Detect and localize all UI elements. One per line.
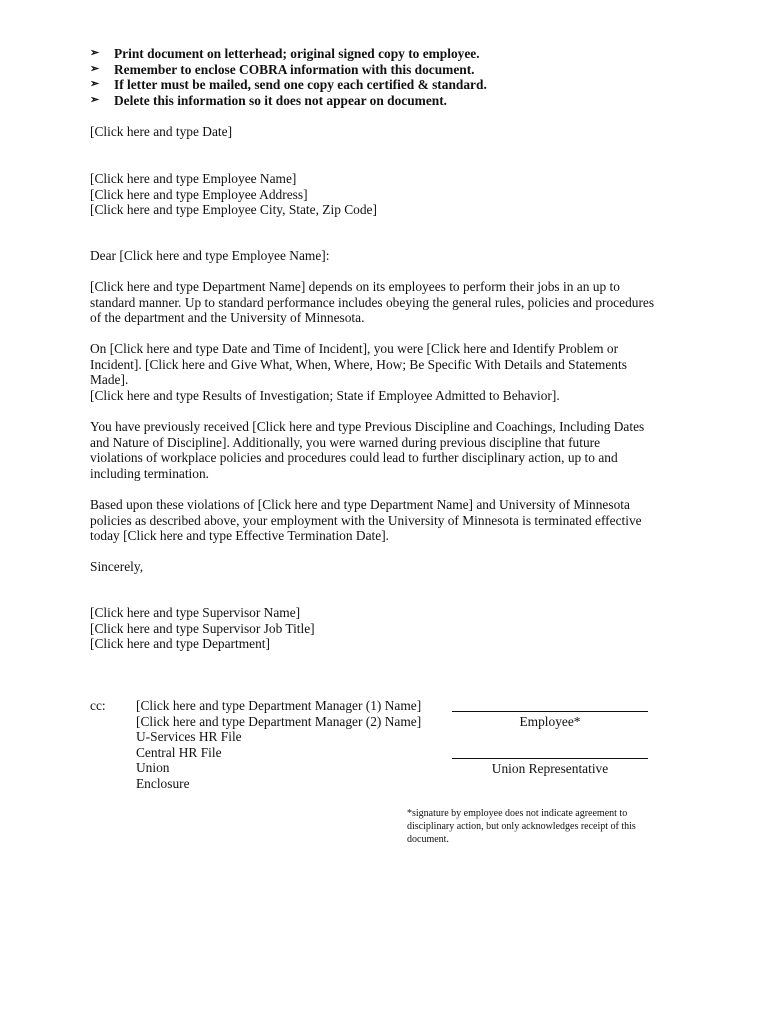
instruction-list xyxy=(90,46,710,108)
paragraph-line[interactable]: [Click here and type Department Name] depends on its employees to perform their jobs in an up to xyxy=(90,279,620,294)
signature-footnote xyxy=(407,807,687,846)
instruction-text: Delete this information so it does not appear on document. xyxy=(114,92,448,108)
footnote-line: disciplinary action, but only acknowledges receipt of this xyxy=(407,821,636,832)
arrow-bullet-icon: ➢ xyxy=(90,47,100,59)
employee-name-field[interactable]: [Click here and type Employee Name] xyxy=(90,171,297,186)
paragraph-line: Made]. xyxy=(90,372,129,387)
paragraph-line: including termination. xyxy=(90,465,210,481)
cc-item: Enclosure xyxy=(136,775,190,791)
closing-text: Sincerely, xyxy=(90,559,144,574)
paragraph-line: violations of workplace policies and procedures could lead to further disciplinary action, up to and xyxy=(90,450,618,465)
cc-item: U-Services HR File xyxy=(136,729,242,744)
body-paragraph-4 xyxy=(90,497,690,544)
instruction-item xyxy=(90,77,710,93)
signer-block xyxy=(90,605,690,652)
instruction-item xyxy=(90,46,710,62)
salutation-text[interactable]: Dear [Click here and type Employee Name]: xyxy=(90,248,330,263)
instruction-text: If letter must be mailed, send one copy each certified & standard. xyxy=(114,77,487,92)
body-paragraph-3 xyxy=(90,419,690,481)
footnote-line: document. xyxy=(407,834,449,845)
date-field[interactable] xyxy=(90,124,690,140)
body-paragraph-2 xyxy=(90,341,690,403)
supervisor-name-field[interactable]: [Click here and type Supervisor Name] xyxy=(90,605,301,620)
cc-label: cc: xyxy=(90,698,106,713)
instruction-text: Print document on letterhead; original signed copy to employee. xyxy=(114,46,480,61)
paragraph-line: of the department and the University of Minnesota. xyxy=(90,310,365,325)
employee-signature-line xyxy=(452,699,648,712)
instruction-item xyxy=(90,62,710,78)
recipient-address-block xyxy=(90,171,690,218)
cc-item[interactable]: [Click here and type Department Manager (1) Name] xyxy=(136,698,422,713)
date-text[interactable]: [Click here and type Date] xyxy=(90,124,233,139)
paragraph-line[interactable]: [Click here and type Results of Investigation; State if Employee Admitted to Behavior]. xyxy=(90,387,560,403)
paragraph-line: policies as described above, your employment with the University of Minnesota is terminated effective xyxy=(90,512,642,528)
arrow-bullet-icon: ➢ xyxy=(90,62,100,75)
paragraph-line[interactable]: On [Click here and type Date and Time of Incident], you were [Click here and Identify Problem or xyxy=(90,341,619,356)
supervisor-title-field[interactable]: [Click here and type Supervisor Job Title] xyxy=(90,620,315,636)
paragraph-line[interactable]: You have previously received [Click here and type Previous Discipline and Coachings, Including Dates xyxy=(90,419,645,434)
cc-item[interactable]: [Click here and type Department Manager (2) Name] xyxy=(136,713,422,729)
paragraph-line: and Nature of Discipline]. Additionally, you were warned during previous discipline that future xyxy=(90,434,601,450)
supervisor-department-field[interactable]: [Click here and type Department] xyxy=(90,636,270,651)
cc-item: Central HR File xyxy=(136,744,222,760)
paragraph-line[interactable]: today [Click here and type Effective Termination Date]. xyxy=(90,528,389,543)
arrow-bullet-icon: ➢ xyxy=(90,93,100,106)
closing xyxy=(90,559,690,575)
paragraph-line[interactable]: Based upon these violations of [Click here and type Department Name] and University of Minnesota xyxy=(90,497,630,512)
union-signature-line xyxy=(452,746,648,759)
footnote-line: *signature by employee does not indicate agreement to xyxy=(407,808,628,819)
employee-city-field[interactable]: [Click here and type Employee City, State, Zip Code] xyxy=(90,202,377,217)
union-signature-block xyxy=(452,746,648,777)
body-paragraph-1 xyxy=(90,279,690,326)
paragraph-line: standard manner. Up to standard performance includes obeying the general rules, policies and procedures xyxy=(90,294,655,310)
instruction-item xyxy=(90,93,710,109)
arrow-bullet-icon: ➢ xyxy=(90,78,100,90)
cc-item: Union xyxy=(136,760,170,775)
employee-signature-caption: Employee* xyxy=(519,714,581,729)
employee-signature-block xyxy=(452,699,648,730)
paragraph-line[interactable]: Incident]. [Click here and Give What, When, Where, How; Be Specific With Details and Statements xyxy=(90,356,627,372)
cc-list xyxy=(136,698,446,791)
instruction-text: Remember to enclose COBRA information with this document. xyxy=(114,61,475,77)
employee-address-field[interactable]: [Click here and type Employee Address] xyxy=(90,186,308,202)
union-signature-caption: Union Representative xyxy=(491,761,609,776)
salutation xyxy=(90,248,690,264)
